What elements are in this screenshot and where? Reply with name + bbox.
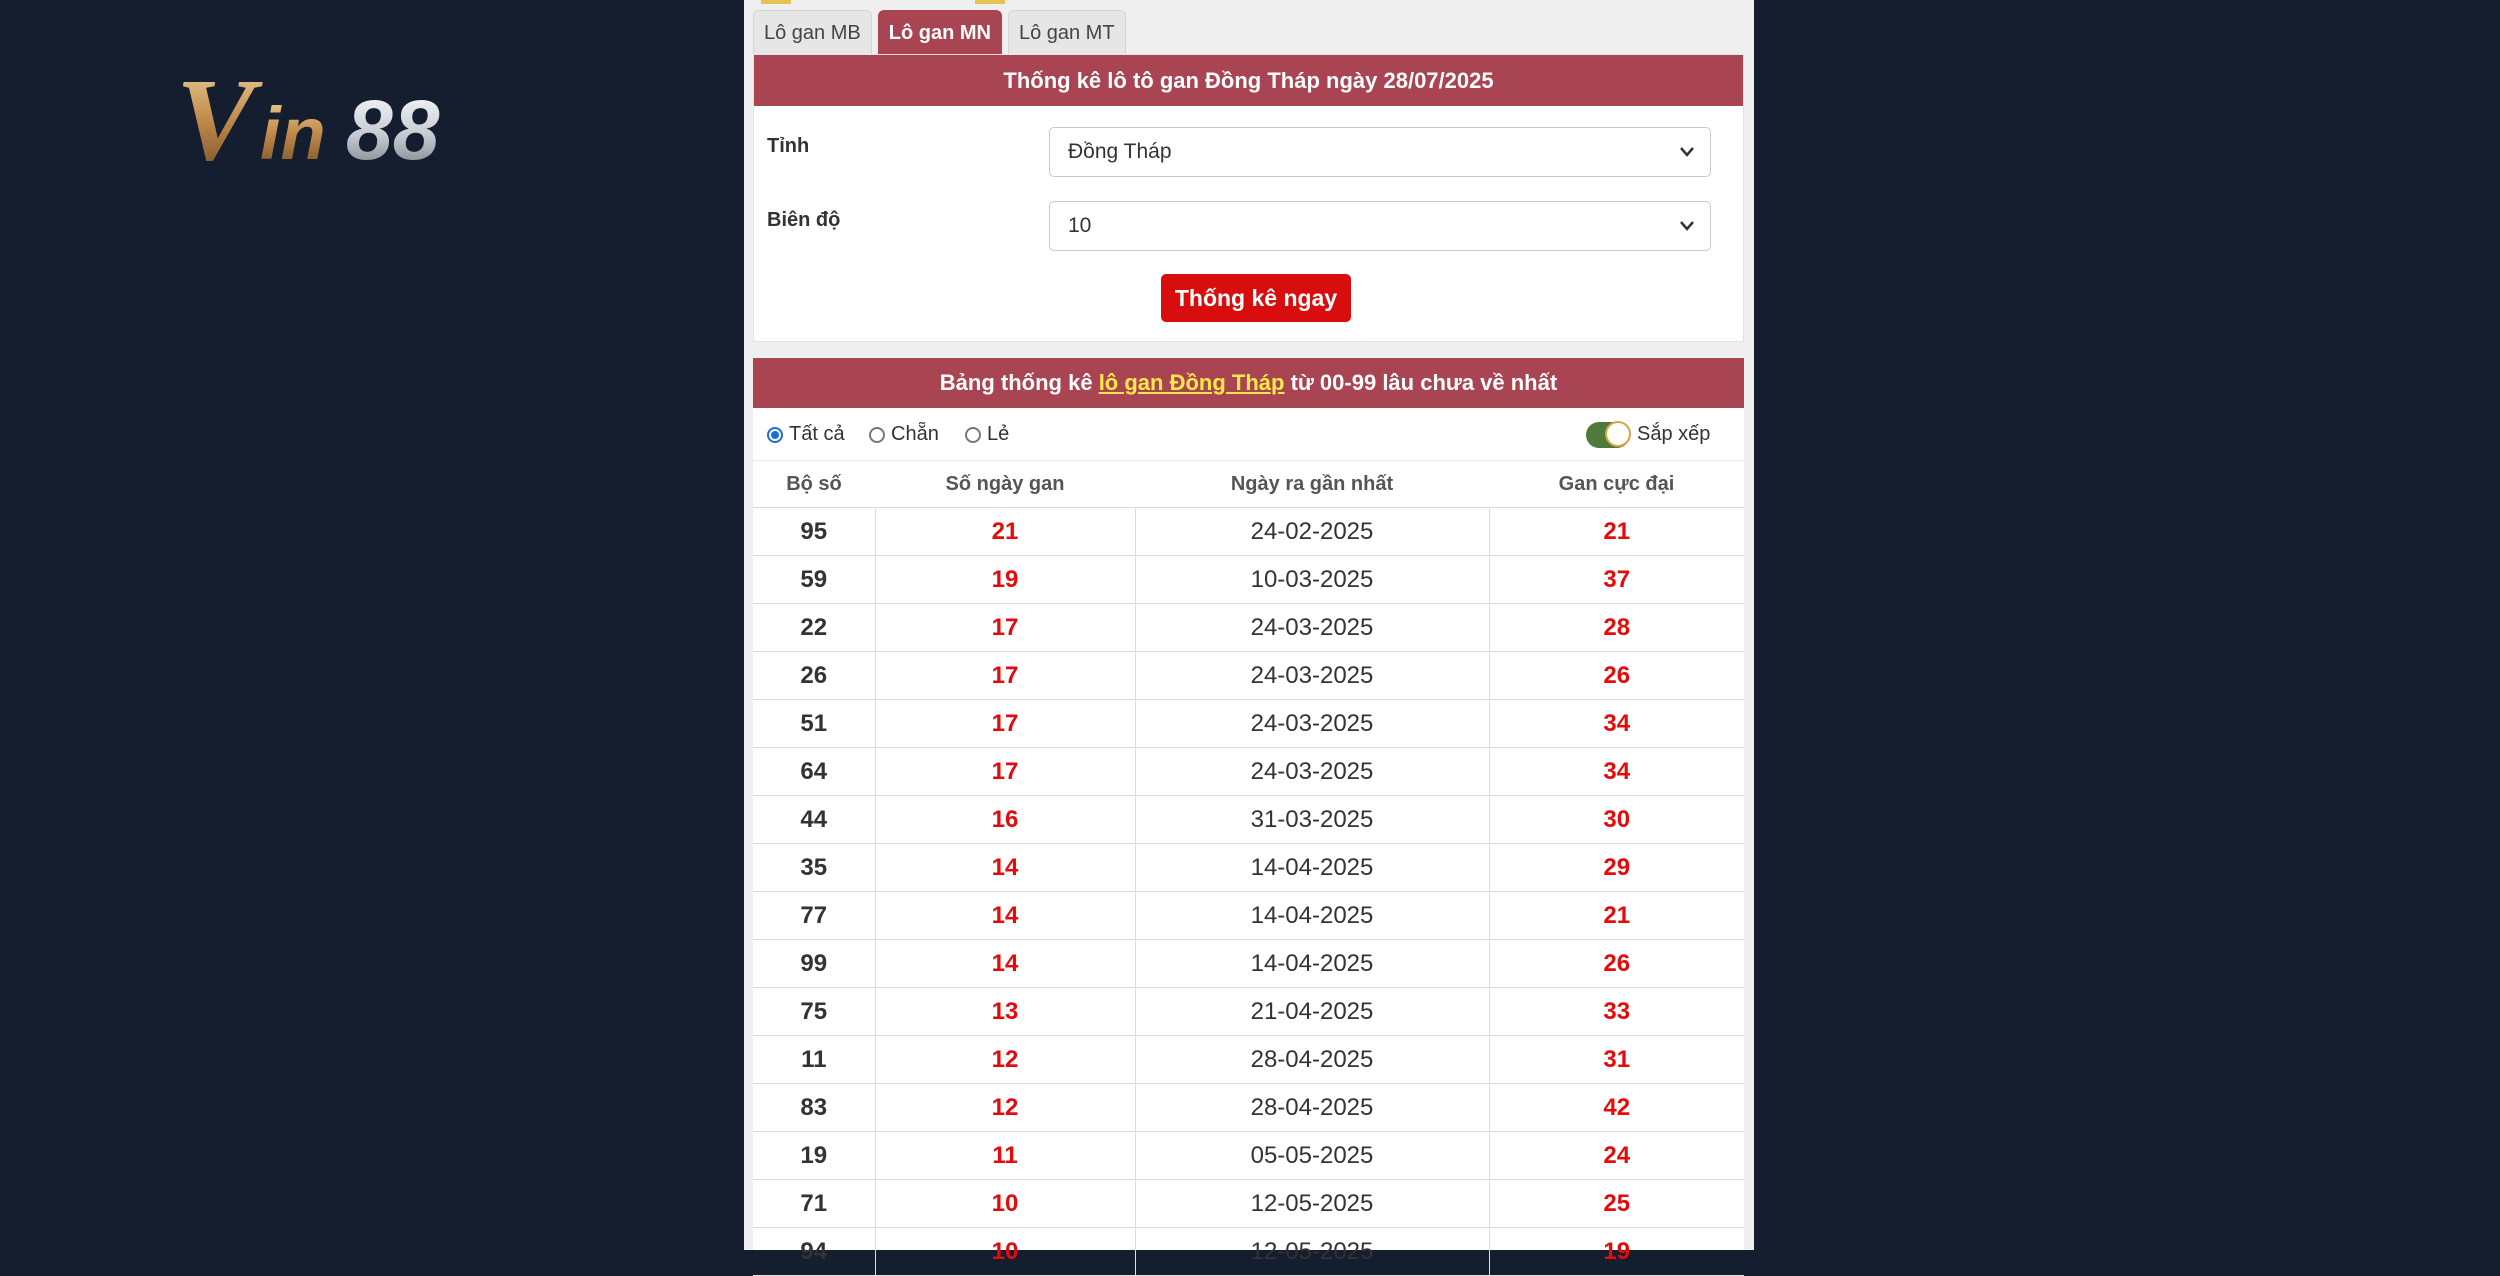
table-row xyxy=(753,796,1744,844)
days-cell: 14 xyxy=(875,844,1135,892)
max-gan-cell: 21 xyxy=(1489,892,1744,940)
days-cell: 13 xyxy=(875,988,1135,1036)
region-tabs xyxy=(753,8,1744,54)
days-cell: 17 xyxy=(875,652,1135,700)
table-row xyxy=(753,508,1744,556)
max-gan-cell: 34 xyxy=(1489,700,1744,748)
number-cell: 83 xyxy=(753,1084,875,1132)
days-cell: 14 xyxy=(875,892,1135,940)
days-cell: 17 xyxy=(875,604,1135,652)
tab-lo-gan-mb[interactable]: Lô gan MB xyxy=(753,10,872,54)
max-gan-cell: 34 xyxy=(1489,748,1744,796)
chevron-down-icon xyxy=(1678,128,1696,194)
number-cell: 71 xyxy=(753,1180,875,1228)
number-cell: 59 xyxy=(753,556,875,604)
days-cell: 10 xyxy=(875,1228,1135,1276)
last-date-cell: 24-03-2025 xyxy=(1135,700,1489,748)
max-gan-cell: 21 xyxy=(1489,508,1744,556)
table-row xyxy=(753,556,1744,604)
radio-unchecked-icon xyxy=(965,427,981,443)
range-select[interactable] xyxy=(1049,201,1711,251)
submit-statistics-button[interactable]: Thống kê ngay xyxy=(1161,274,1351,322)
last-date-cell: 24-02-2025 xyxy=(1135,508,1489,556)
days-cell: 17 xyxy=(875,748,1135,796)
max-gan-cell: 42 xyxy=(1489,1084,1744,1132)
province-select-value: Đồng Tháp xyxy=(1068,140,1172,163)
table-row xyxy=(753,940,1744,988)
radio-even-label: Chẵn xyxy=(891,423,939,445)
number-cell: 95 xyxy=(753,508,875,556)
radio-all[interactable] xyxy=(767,423,845,446)
number-cell: 44 xyxy=(753,796,875,844)
table-row xyxy=(753,988,1744,1036)
max-gan-cell: 26 xyxy=(1489,940,1744,988)
chevron-down-icon xyxy=(1678,202,1696,268)
number-cell: 77 xyxy=(753,892,875,940)
province-label: Tỉnh xyxy=(767,135,810,157)
days-cell: 12 xyxy=(875,1036,1135,1084)
result-section xyxy=(753,358,1744,1265)
top-accent-bar xyxy=(761,0,791,4)
days-cell: 19 xyxy=(875,556,1135,604)
column-header-last-date: Ngày ra gần nhất xyxy=(1135,461,1489,508)
number-cell: 35 xyxy=(753,844,875,892)
last-date-cell: 10-03-2025 xyxy=(1135,556,1489,604)
table-row xyxy=(753,652,1744,700)
last-date-cell: 24-03-2025 xyxy=(1135,604,1489,652)
top-accent-bar xyxy=(975,0,1005,4)
result-title-prefix: Bảng thống kê xyxy=(939,370,1099,395)
last-date-cell: 24-03-2025 xyxy=(1135,652,1489,700)
last-date-cell: 14-04-2025 xyxy=(1135,844,1489,892)
filter-card xyxy=(753,54,1744,342)
vin88-logo xyxy=(176,56,536,168)
days-cell: 21 xyxy=(875,508,1135,556)
max-gan-cell: 31 xyxy=(1489,1036,1744,1084)
number-cell: 51 xyxy=(753,700,875,748)
radio-unchecked-icon xyxy=(869,427,885,443)
last-date-cell: 14-04-2025 xyxy=(1135,892,1489,940)
max-gan-cell: 25 xyxy=(1489,1180,1744,1228)
number-cell: 64 xyxy=(753,748,875,796)
number-cell: 26 xyxy=(753,652,875,700)
column-header-max: Gan cực đại xyxy=(1489,461,1744,508)
days-cell: 14 xyxy=(875,940,1135,988)
range-label: Biên độ xyxy=(767,209,841,231)
days-cell: 17 xyxy=(875,700,1135,748)
table-body xyxy=(753,508,1744,1276)
number-cell: 94 xyxy=(753,1228,875,1276)
last-date-cell: 12-05-2025 xyxy=(1135,1228,1489,1276)
radio-odd-label: Lẻ xyxy=(987,423,1010,445)
number-cell: 22 xyxy=(753,604,875,652)
max-gan-cell: 24 xyxy=(1489,1132,1744,1180)
days-cell: 16 xyxy=(875,796,1135,844)
column-header-number: Bộ số xyxy=(753,461,875,508)
radio-all-label: Tất cả xyxy=(789,423,845,445)
days-cell: 12 xyxy=(875,1084,1135,1132)
number-cell: 75 xyxy=(753,988,875,1036)
radio-even[interactable] xyxy=(869,423,939,446)
max-gan-cell: 28 xyxy=(1489,604,1744,652)
filter-card-title: Thống kê lô tô gan Đồng Tháp ngày 28/07/2025 xyxy=(754,55,1743,106)
result-title-suffix: từ 00-99 lâu chưa về nhất xyxy=(1284,370,1558,395)
svg-text:88: 88 xyxy=(346,83,440,168)
max-gan-cell: 33 xyxy=(1489,988,1744,1036)
table-row xyxy=(753,1180,1744,1228)
last-date-cell: 24-03-2025 xyxy=(1135,748,1489,796)
last-date-cell: 28-04-2025 xyxy=(1135,1036,1489,1084)
max-gan-cell: 26 xyxy=(1489,652,1744,700)
last-date-cell: 21-04-2025 xyxy=(1135,988,1489,1036)
svg-text:V: V xyxy=(176,56,255,168)
last-date-cell: 12-05-2025 xyxy=(1135,1180,1489,1228)
number-cell: 19 xyxy=(753,1132,875,1180)
table-row xyxy=(753,892,1744,940)
table-row xyxy=(753,1036,1744,1084)
number-cell: 99 xyxy=(753,940,875,988)
column-header-days: Số ngày gan xyxy=(875,461,1135,508)
sort-toggle[interactable] xyxy=(1586,422,1630,448)
max-gan-cell: 29 xyxy=(1489,844,1744,892)
range-select-value: 10 xyxy=(1068,214,1092,237)
days-cell: 11 xyxy=(875,1132,1135,1180)
province-select[interactable] xyxy=(1049,127,1711,177)
lo-gan-table xyxy=(753,461,1744,1276)
table-row xyxy=(753,1084,1744,1132)
table-row xyxy=(753,1132,1744,1180)
table-header-row xyxy=(753,461,1744,508)
tab-lo-gan-mt[interactable]: Lô gan MT xyxy=(1008,10,1126,54)
max-gan-cell: 37 xyxy=(1489,556,1744,604)
days-cell: 10 xyxy=(875,1180,1135,1228)
last-date-cell: 31-03-2025 xyxy=(1135,796,1489,844)
table-row xyxy=(753,1228,1744,1276)
svg-text:in: in xyxy=(260,92,326,168)
statistics-panel xyxy=(744,0,1754,1265)
max-gan-cell: 19 xyxy=(1489,1228,1744,1276)
table-row xyxy=(753,844,1744,892)
last-date-cell: 28-04-2025 xyxy=(1135,1084,1489,1132)
parity-filter-bar xyxy=(753,408,1744,461)
max-gan-cell: 30 xyxy=(1489,796,1744,844)
last-date-cell: 05-05-2025 xyxy=(1135,1132,1489,1180)
table-row xyxy=(753,604,1744,652)
lo-gan-link[interactable]: lô gan Đồng Tháp xyxy=(1098,370,1285,395)
result-title xyxy=(753,358,1744,408)
last-date-cell: 14-04-2025 xyxy=(1135,940,1489,988)
number-cell: 11 xyxy=(753,1036,875,1084)
toggle-knob xyxy=(1605,421,1631,447)
sort-label: Sắp xếp xyxy=(1637,423,1711,445)
radio-checked-icon xyxy=(767,427,783,443)
table-row xyxy=(753,748,1744,796)
table-row xyxy=(753,700,1744,748)
radio-odd[interactable] xyxy=(965,423,1009,446)
tab-lo-gan-mn[interactable]: Lô gan MN xyxy=(878,10,1002,54)
